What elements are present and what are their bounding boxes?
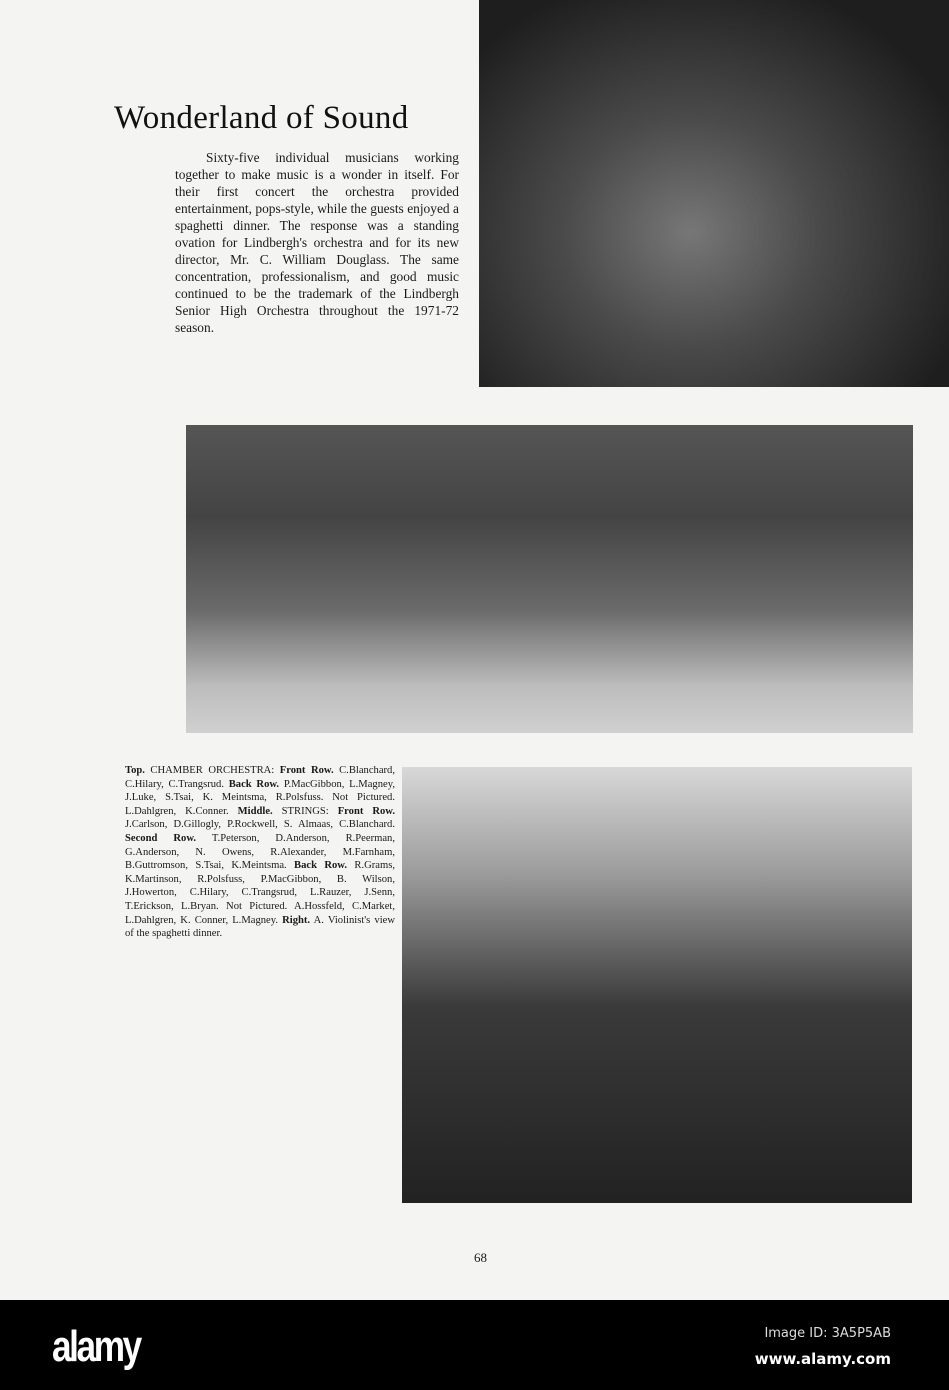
- caption-names: J.Carlson, D.Gillogly, P.Rockwell, S. Almaas, C.Blanchard.: [125, 819, 395, 831]
- image-id: Image ID: 3A5P5AB: [764, 1326, 891, 1341]
- conductor-spaghetti-dinner-photo: [402, 767, 912, 1203]
- caption-names: T.Peterson, D.Anderson, R.Peerman, G.Anderson, N. Owens, R.Alexander, M.Farnham, B.Guttromson, S.Tsai, K.Meintsma.: [125, 832, 395, 872]
- caption-names: R.Grams, K.Martinson, R.Polsfuss, P.MacGibbon, B. Wilson, J.Howerton, C.Hilary, C.Trangsrud, L.Rauzer, J.Senn, T.Erickson, L.Bryan. Not Pictured. A.Hossfeld, C.Market, L.Dahlgren, K. Conner, L.Magney.: [125, 860, 395, 926]
- chamber-orchestra-photo: [479, 0, 949, 387]
- caption-section-label: Back Row.: [294, 860, 348, 872]
- page-number: 68: [474, 1250, 487, 1265]
- photo-caption: [125, 764, 395, 941]
- article-body: Sixty-five individual musicians working together to make music is a wonder in itself. For their first concert the orchestra provided entertainment, pops-style, while the guests enjoyed a spaghetti dinner. The response was a standing ovation for Lindbergh's orchestra and for its new director, Mr. C. William Douglass. The same concentration, professionalism, and good music continued to be the trademark of the Lindbergh Senior High Orchestra throughout the 1971-72 season.: [175, 150, 459, 335]
- site-url: www.alamy.com: [754, 1350, 891, 1368]
- caption-section-label: Front Row.: [279, 765, 334, 776]
- article-title: Wonderland of Sound: [114, 100, 409, 136]
- watermark-bar: [0, 1300, 949, 1390]
- caption-names: CHAMBER ORCHESTRA:: [144, 765, 280, 776]
- caption-names: STRINGS:: [272, 805, 338, 817]
- caption-section-label: Front Row.: [337, 805, 396, 817]
- caption-names: C.Blanchard, C.Hilary, C.Trangsrud.: [125, 765, 396, 790]
- caption-section-label: Second Row.: [125, 832, 197, 844]
- caption-section-label: Middle.: [237, 805, 273, 817]
- caption-section-label: Right.: [282, 914, 311, 926]
- caption-names: P.MacGibbon, L.Magney, J.Luke, S.Tsai, K. Meintsma, R.Polsfuss. Not Pictured. L.Dahlgren, K.Conner.: [125, 778, 395, 817]
- caption-section-label: Top.: [125, 765, 145, 776]
- caption-names: A. Violinist's view of the spaghetti dinner.: [125, 914, 396, 940]
- strings-group-photo: [186, 425, 913, 733]
- alamy-logo: alamy: [52, 1322, 140, 1371]
- caption-section-label: Back Row.: [228, 778, 280, 790]
